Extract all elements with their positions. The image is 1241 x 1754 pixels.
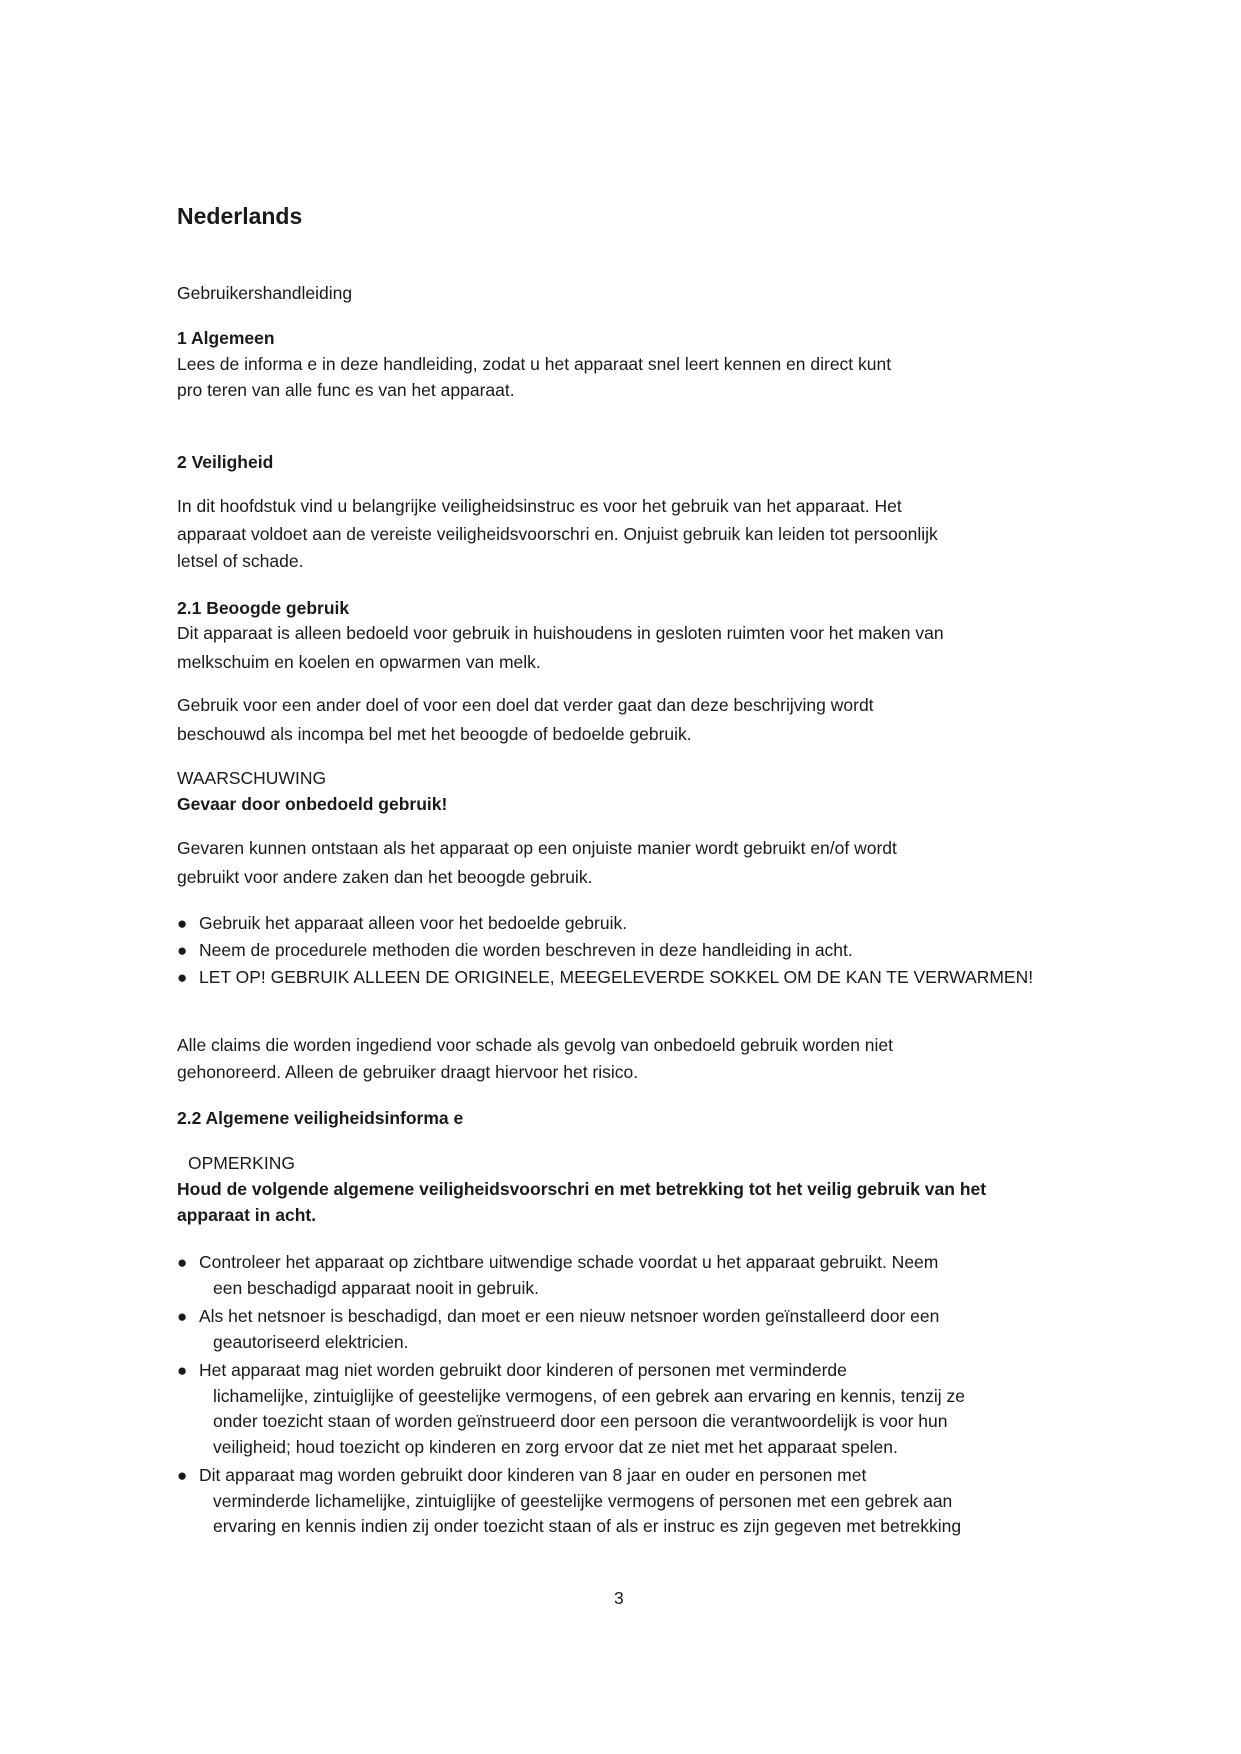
list-item-text: ervaring en kennis indien zij onder toezicht staan of als er instruc es zijn gegeven met betrekking: [213, 1516, 962, 1536]
paragraph-line: beschouwd als incompa bel met het beoogde of bedoelde gebruik.: [177, 724, 692, 744]
list-item: [177, 937, 1033, 964]
bullet-icon: ●: [177, 968, 188, 987]
list-item: [177, 1304, 965, 1355]
manual-subtitle: Gebruikershandleiding: [177, 283, 353, 303]
safety-bullet-list: [177, 1250, 965, 1540]
warning-title: Gevaar door onbedoeld gebruik!: [177, 794, 448, 814]
page-title: Nederlands: [177, 203, 303, 229]
paragraph-line: Gebruik voor een ander doel of voor een doel dat verder gaat dan deze beschrijving wordt: [177, 695, 874, 715]
bullet-icon: ●: [177, 1253, 188, 1272]
list-item-text: veiligheid; houd toezicht op kinderen en zorg ervoor dat ze niet met het apparaat spelen.: [213, 1436, 898, 1457]
note-title-line: apparaat in acht.: [177, 1205, 317, 1225]
list-item-text: Dit apparaat mag worden gebruikt door kinderen van 8 jaar en ouder en personen met: [199, 1465, 867, 1485]
list-item-text: onder toezicht staan of worden geïnstrueerd door een persoon die verantwoordelijk is voor hun: [213, 1411, 948, 1431]
section-heading-veiligheidsinformatie: 2.2 Algemene veiligheidsinforma e: [177, 1108, 464, 1128]
usage-bullet-list: [177, 910, 1033, 991]
warning-label: WAARSCHUWING: [177, 768, 327, 788]
paragraph-line: melkschuim en koelen en opwarmen van melk.: [177, 652, 541, 672]
paragraph-line: Alle claims die worden ingediend voor schade als gevolg van onbedoeld gebruik worden niet: [177, 1035, 894, 1055]
paragraph-line: Lees de informa e in deze handleiding, zodat u het apparaat snel leert kennen en direct kunt: [177, 354, 892, 374]
list-item-text: verminderde lichamelijke, zintuiglijke of geestelijke vermogens of personen met een gebrek aan: [213, 1490, 953, 1511]
list-item: [177, 1250, 965, 1301]
list-item-text: Gebruik het apparaat alleen voor het bedoelde gebruik.: [199, 913, 628, 933]
list-item: [177, 1358, 965, 1460]
list-item-text: Als het netsnoer is beschadigd, dan moet er een nieuw netsnoer worden geïnstalleerd door een: [199, 1306, 940, 1326]
bullet-icon: ●: [177, 941, 188, 960]
paragraph-line: gebruikt voor andere zaken dan het beoogde gebruik.: [177, 867, 593, 887]
paragraph-line: apparaat voldoet aan de vereiste veiligheidsvoorschri en. Onjuist gebruik kan leiden tot persoonlijk: [177, 524, 938, 544]
note-title-line: Houd de volgende algemene veiligheidsvoorschri en met betrekking tot het veilig gebruik van het: [177, 1179, 987, 1199]
list-item: [177, 910, 1033, 937]
bullet-icon: ●: [177, 1466, 188, 1485]
paragraph-line: pro teren van alle func es van het apparaat.: [177, 380, 515, 400]
list-item-text: Controleer het apparaat op zichtbare uitwendige schade voordat u het apparaat gebruikt. Neem: [199, 1252, 939, 1272]
list-item-text: Het apparaat mag niet worden gebruikt door kinderen of personen met verminderde: [199, 1360, 847, 1380]
paragraph-line: letsel of schade.: [177, 551, 304, 571]
bullet-icon: ●: [177, 914, 188, 933]
list-item-text: LET OP! GEBRUIK ALLEEN DE ORIGINELE, MEEGELEVERDE SOKKEL OM DE KAN TE VERWARMEN!: [199, 967, 1034, 987]
section-heading-beoogde-gebruik: 2.1 Beoogde gebruik: [177, 598, 350, 618]
paragraph-line: In dit hoofdstuk vind u belangrijke veiligheidsinstruc es voor het gebruik van het apparaat. Het: [177, 496, 902, 516]
list-item-text: lichamelijke, zintuiglijke of geestelijke vermogens, of een gebrek aan ervaring en kennis, tenzij ze: [213, 1385, 965, 1406]
list-item-text: geautoriseerd elektricien.: [213, 1331, 409, 1352]
page-number: 3: [614, 1588, 624, 1608]
list-item-text: Neem de procedurele methoden die worden beschreven in deze handleiding in acht.: [199, 940, 853, 960]
bullet-icon: ●: [177, 1361, 188, 1380]
paragraph-line: gehonoreerd. Alleen de gebruiker draagt hiervoor het risico.: [177, 1062, 639, 1082]
paragraph-line: Gevaren kunnen ontstaan als het apparaat op een onjuiste manier wordt gebruikt en/of wordt: [177, 838, 897, 858]
list-item-text: een beschadigd apparaat nooit in gebruik.: [213, 1277, 539, 1298]
bullet-icon: ●: [177, 1307, 188, 1326]
note-label: OPMERKING: [188, 1153, 295, 1173]
list-item: [177, 964, 1033, 991]
section-heading-veiligheid: 2 Veiligheid: [177, 452, 274, 472]
paragraph-line: Dit apparaat is alleen bedoeld voor gebruik in huishoudens in gesloten ruimten voor het maken van: [177, 623, 944, 643]
list-item: [177, 1463, 965, 1540]
section-heading-algemeen: 1 Algemeen: [177, 328, 275, 348]
